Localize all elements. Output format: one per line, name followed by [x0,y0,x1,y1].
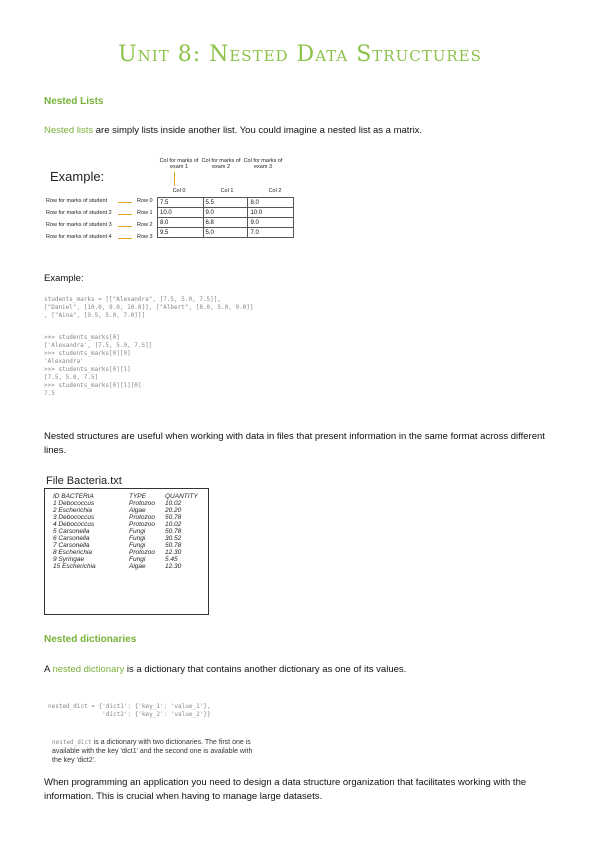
bacteria-quantity: 50.78 [165,514,182,521]
bacteria-type: Fungi [129,528,146,535]
bacteria-id: 8 Escherichia [53,549,93,556]
nested-dict-note [52,738,252,765]
bacteria-row [53,500,208,507]
matrix-cell: 8.0 [158,218,204,228]
bacteria-quantity: 10.02 [165,521,182,528]
row-arrow [118,226,132,227]
row-label-3: Row for marks of student 4 [46,234,112,240]
matrix-row [158,218,294,228]
nested-dict-note-code: nested_dict [52,739,92,746]
nested-dict-term: nested dictionary [52,664,125,675]
section-heading-nested-dictionaries: Nested dictionaries [44,634,137,645]
matrix-cell: 7.0 [248,228,294,238]
bacteria-id: 3 Debococcus [53,514,95,521]
col-caption-0: Col for marks of exam 1 [159,158,199,170]
bacteria-box [44,488,209,615]
row-name-2: Row 2 [137,222,153,228]
matrix-row [158,208,294,218]
matrix-figure [44,155,294,250]
nested-dict-note-text: is a dictionary with two dictionaries. The first one is available with the key 'dict1' and the second one is available with the key 'dict2'. [52,739,253,764]
matrix-cell: 10.0 [158,208,204,218]
row-name-1: Row 1 [137,210,153,216]
page-title: Unit 8: Nested Data Structures [118,42,482,67]
col-caption-2: Col for marks of exam 3 [243,158,283,170]
col-head-2: Col 2 [268,188,282,194]
bacteria-type: Fungi [129,542,146,549]
row-arrow [118,202,132,203]
matrix-cell: 6.8 [203,218,248,228]
bacteria-row [53,556,208,563]
bacteria-row [53,514,208,521]
col-head-0: Col 0 [172,188,186,194]
bacteria-quantity: 20.20 [165,507,182,514]
bacteria-type: Fungi [129,535,146,542]
bacteria-id: 2 Escherichia [53,507,93,514]
bacteria-quantity: 5.45 [165,556,178,563]
bacteria-row [53,542,208,549]
matrix-cell: 9.0 [248,218,294,228]
bacteria-id: 4 Debococcus [53,521,95,528]
nested-lists-term: Nested lists [44,125,94,136]
bacteria-id: 1 Debococcus [53,500,95,507]
bacteria-id: 5 Carsonella [53,528,90,535]
nested-structures-paragraph: Nested structures are useful when working with data in files that present information in the same format across different lines. [44,431,545,456]
matrix-cell: 10.0 [248,208,294,218]
row-arrow [118,214,132,215]
bacteria-title: File Bacteria.txt [46,475,122,487]
code-block-students: students_marks = [["Alexandra", [7.5, 5.0, 7.5]], ["Daniel", [10.0, 9.0, 10.0]], ["Albert", [8.0, 5.0, 9.0]] , ["Aina", [9.5, 5.0, 7.0]]] [44,296,254,319]
bacteria-quantity: 12.30 [165,563,182,570]
bacteria-quantity: 30.52 [165,535,182,542]
matrix-cell: 9.0 [203,208,248,218]
bacteria-id: 15 Escherichia [53,563,96,570]
bacteria-quantity: 50.78 [165,542,182,549]
matrix-cell: 7.5 [158,198,204,208]
bacteria-row [53,528,208,535]
col-caption-1: Col for marks of exam 2 [201,158,241,170]
bacteria-header: ID BACTERIA [53,493,94,500]
bacteria-type: Protozoo [129,500,156,507]
bacteria-row [53,521,208,528]
matrix-cell: 9.5 [158,228,204,238]
bacteria-row [53,549,208,556]
bacteria-id: 7 Carsonella [53,542,90,549]
col-arrow [174,172,175,186]
matrix-row [158,228,294,238]
code-block-indexing: >>> students_marks[0] ['Alexandra', [7.5, 5.0, 7.5]] >>> students_marks[0][0] 'Alexandra' >>> students_marks[0][1] [7.5, 5.0, 7.5] >>> students_marks[0][1][0] 7.5 [44,334,153,397]
bacteria-id: 6 Carsonella [53,535,90,542]
section-heading-nested-lists: Nested Lists [44,96,104,107]
bacteria-id: 9 Syringae [53,556,85,563]
nested-dict-paragraph [44,663,564,677]
nested-dict-text: is a dictionary that contains another dictionary as one of its values. [124,664,407,675]
col-head-1: Col 1 [220,188,234,194]
bacteria-type: Algae [129,563,146,570]
matrix-example-label: Example: [50,169,105,184]
row-name-0: Row 0 [137,198,153,204]
bacteria-header: TYPE [129,493,146,500]
bacteria-quantity: 12.30 [165,549,182,556]
bacteria-type: Protozoo [129,521,156,528]
bacteria-quantity: 50.78 [165,528,182,535]
design-paragraph: When programming an application you need to design a data structure organization that facilitates working with the information. This is crucial when having to manage large datasets. [44,777,527,802]
matrix-table [157,197,294,238]
row-name-3: Row 3 [137,234,153,240]
nested-dict-text-a: A [44,664,53,675]
code-block-nested-dict: nested_dict = {'dict1': {'key_1': 'value_1'}, 'dict2': {'key_2': 'value_2'}} [48,703,211,718]
bacteria-header: QUANTITY [165,493,198,500]
nested-lists-text: are simply lists inside another list. You could imagine a nested list as a matrix. [93,125,423,136]
bacteria-quantity: 10.02 [165,500,182,507]
bacteria-figure [44,475,209,615]
bacteria-row [53,507,208,514]
example-label: Example: [44,273,84,284]
matrix-cell: 5.5 [203,198,248,208]
row-label-0: Row for marks of student [46,198,108,204]
bacteria-type: Fungi [129,556,146,563]
row-arrow [118,238,132,239]
nested-lists-paragraph [44,124,564,138]
matrix-row [158,198,294,208]
bacteria-header-row [53,493,208,500]
bacteria-row [53,535,208,542]
bacteria-type: Algae [129,507,146,514]
bacteria-row [53,563,208,570]
bacteria-type: Protozoo [129,514,156,521]
row-label-1: Row for marks of student 2 [46,210,112,216]
matrix-cell: 8.0 [248,198,294,208]
row-label-2: Row for marks of student 3 [46,222,112,228]
bacteria-type: Protozoo [129,549,156,556]
matrix-cell: 5.0 [203,228,248,238]
